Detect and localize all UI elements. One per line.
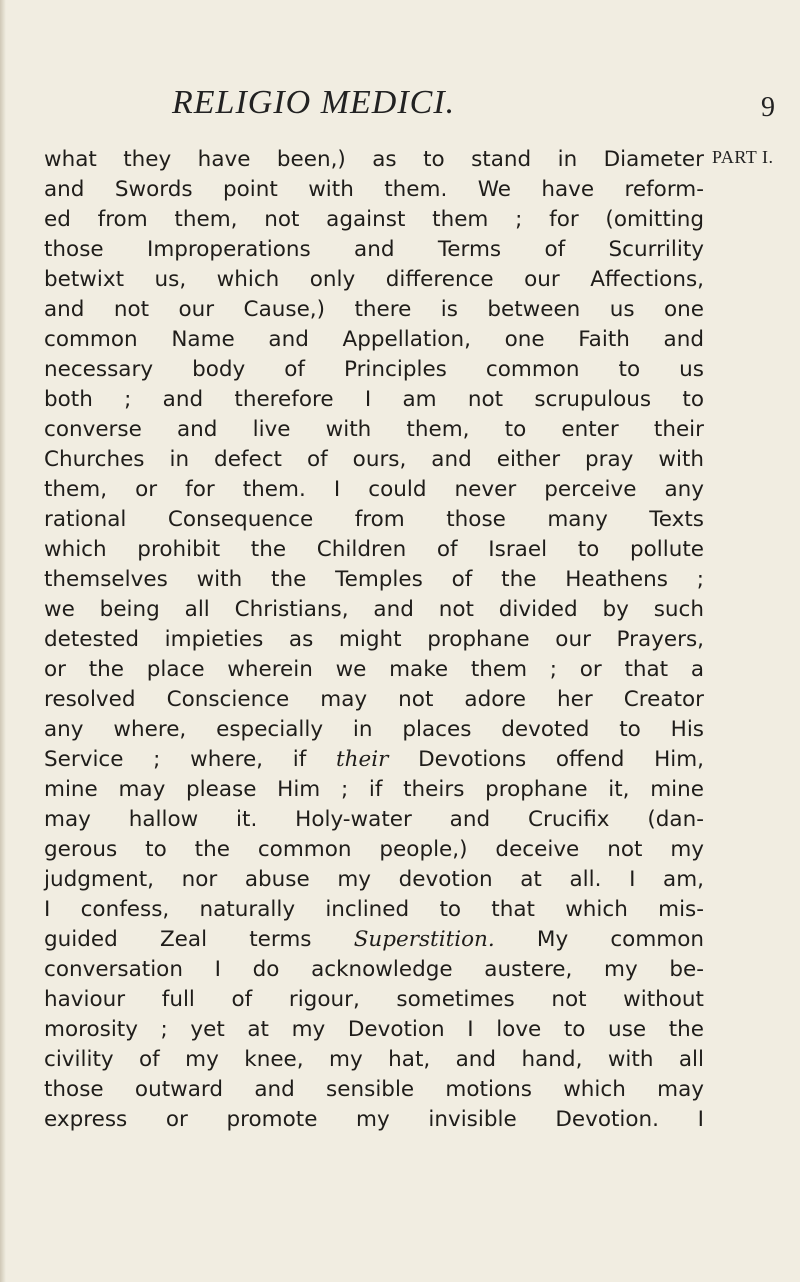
text-segment: My common [494,927,704,952]
body-text [44,145,704,1135]
text-line: necessary body of Principles common to us [44,357,704,382]
text-line: gerous to the common people,) deceive not my [44,837,704,862]
text-line: civility of my knee, my hat, and hand, with all [44,1047,704,1072]
text-line [44,925,704,955]
text-line: Churches in defect of ours, and either pray with [44,447,704,472]
text-line: haviour full of rigour, sometimes not without [44,987,704,1012]
text-line: may hallow it. Holy-water and Crucifix (dan- [44,807,704,832]
text-line: which prohibit the Children of Israel to pollute [44,537,704,562]
text-line: common Name and Appellation, one Faith and [44,327,704,352]
text-line [44,745,704,775]
text-line: express or promote my invisible Devotion. I [44,1107,704,1132]
page-header [0,84,800,128]
text-line: judgment, nor abuse my devotion at all. I am, [44,867,704,892]
text-line: mine may please Him ; if theirs prophane it, mine [44,777,704,802]
text-line: morosity ; yet at my Devotion I love to use the [44,1017,704,1042]
text-line: those Improperations and Terms of Scurrility [44,237,704,262]
text-line: I confess, naturally inclined to that which mis- [44,897,704,922]
text-line: conversation I do acknowledge austere, my be- [44,957,704,982]
text-line: themselves with the Temples of the Heathens ; [44,567,704,592]
text-line: we being all Christians, and not divided by such [44,597,704,622]
text-line: ed from them, not against them ; for (omitting [44,207,704,232]
text-line: and not our Cause,) there is between us one [44,297,704,322]
text-line: converse and live with them, to enter their [44,417,704,442]
page-edge-shadow [0,0,6,1282]
text-line: and Swords point with them. We have reform- [44,177,704,202]
text-line: rational Consequence from those many Texts [44,507,704,532]
text-line: what they have been,) as to stand in Diameter [44,147,704,172]
running-title: RELIGIO MEDICI. [172,84,456,121]
text-line: both ; and therefore I am not scrupulous to [44,387,704,412]
text-line: or the place wherein we make them ; or that a [44,657,704,682]
text-line: those outward and sensible motions which may [44,1077,704,1102]
margin-note: PART I. [712,147,774,167]
text-segment: guided Zeal terms [44,927,354,952]
text-segment: Service ; where, if [44,747,337,772]
italic-emphasis: Superstition. [353,927,495,952]
text-segment: Devotions offend Him, [388,747,704,772]
text-line: resolved Conscience may not adore her Creator [44,687,704,712]
text-line: betwixt us, which only difference our Affections, [44,267,704,292]
text-line: any where, especially in places devoted to His [44,717,704,742]
italic-emphasis: their [336,747,389,772]
page-number: 9 [761,92,775,123]
text-line: detested impieties as might prophane our Prayers, [44,627,704,652]
text-line: them, or for them. I could never perceive any [44,477,704,502]
